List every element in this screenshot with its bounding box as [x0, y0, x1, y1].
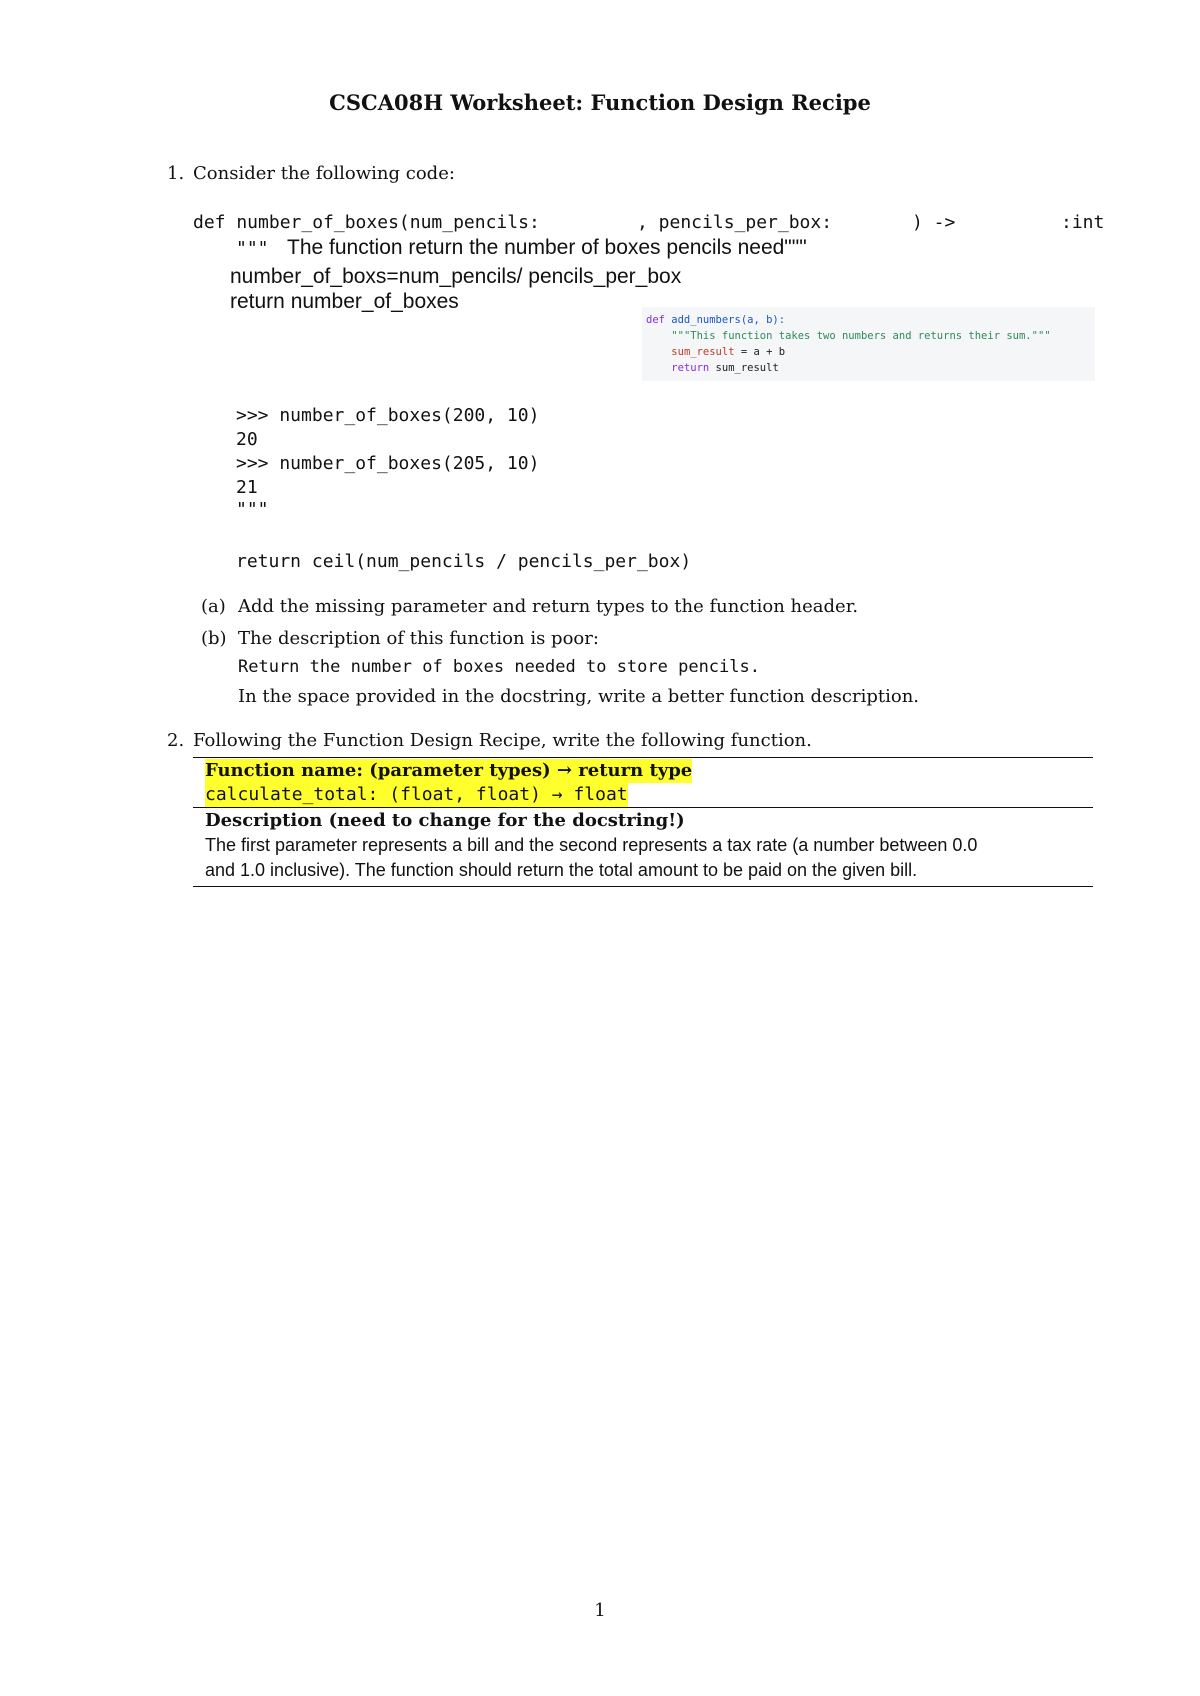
q1-number: 1. — [167, 163, 185, 184]
table-bottom-rule — [193, 886, 1093, 887]
handwritten-description: The function return the number of boxes pencils need""" — [287, 236, 807, 259]
return-statement: return ceil(num_pencils / pencils_per_box) — [236, 551, 692, 572]
part-a-text: Add the missing parameter and return types to the function header. — [238, 596, 859, 617]
example-result-1: 20 — [236, 429, 258, 450]
q1-intro: Consider the following code: — [193, 163, 455, 184]
code-header-part2: , pencils_per_box: — [637, 212, 833, 233]
table-header-row — [193, 758, 1093, 783]
code-header-part3: ) -> — [912, 212, 956, 233]
example-call-1: >>> number_of_boxes(200, 10) — [236, 405, 540, 426]
code-header-return-type: :int — [1061, 212, 1105, 233]
snippet-return-keyword: return — [671, 362, 710, 374]
description-line-2: and 1.0 inclusive). The function should return the total amount to be paid on the given bill. — [205, 860, 918, 880]
handwritten-return: return number_of_boxes — [230, 290, 459, 313]
part-b-text: The description of this function is poor: — [238, 628, 599, 649]
pasted-code-snippet — [642, 307, 1095, 381]
part-b-label: (b) — [201, 628, 227, 649]
snippet-variable: sum_result — [671, 346, 735, 358]
handwritten-assignment: number_of_boxs=num_pencils/ pencils_per_box — [230, 265, 682, 288]
description-line-1: The first parameter represents a bill and the second represents a tax rate (a number between 0.0 — [205, 835, 978, 855]
part-a-label: (a) — [201, 596, 226, 617]
snippet-return-value: sum_result — [709, 362, 779, 374]
page-title: CSCA08H Worksheet: Function Design Recipe — [329, 90, 871, 115]
snippet-expression: = a + b — [734, 346, 786, 358]
example-call-2: >>> number_of_boxes(205, 10) — [236, 453, 540, 474]
code-header-part1: def number_of_boxes(num_pencils: — [193, 212, 540, 233]
table-signature-row — [193, 783, 1093, 807]
snippet-def-keyword: def — [646, 314, 665, 326]
part-b-code: Return the number of boxes needed to store pencils. — [238, 657, 760, 677]
description-label: Description (need to change for the docstring!) — [205, 810, 685, 831]
q2-number: 2. — [167, 730, 185, 751]
function-table — [193, 757, 1093, 887]
example-result-2: 21 — [236, 477, 258, 498]
docstring-open-quotes: """ — [236, 238, 269, 259]
docstring-close-quotes: """ — [236, 499, 269, 520]
snippet-function-name: add_numbers(a, b): — [664, 314, 786, 326]
page-number: 1 — [594, 1600, 606, 1621]
function-signature: calculate_total: (float, float) → float — [205, 784, 628, 805]
part-b-instruction: In the space provided in the docstring, write a better function description. — [238, 686, 920, 707]
snippet-docstring: """This function takes two numbers and returns their sum.""" — [671, 330, 1051, 342]
q2-intro: Following the Function Design Recipe, write the following function. — [193, 730, 812, 751]
function-header-label: Function name: (parameter types) → return type — [205, 760, 693, 781]
